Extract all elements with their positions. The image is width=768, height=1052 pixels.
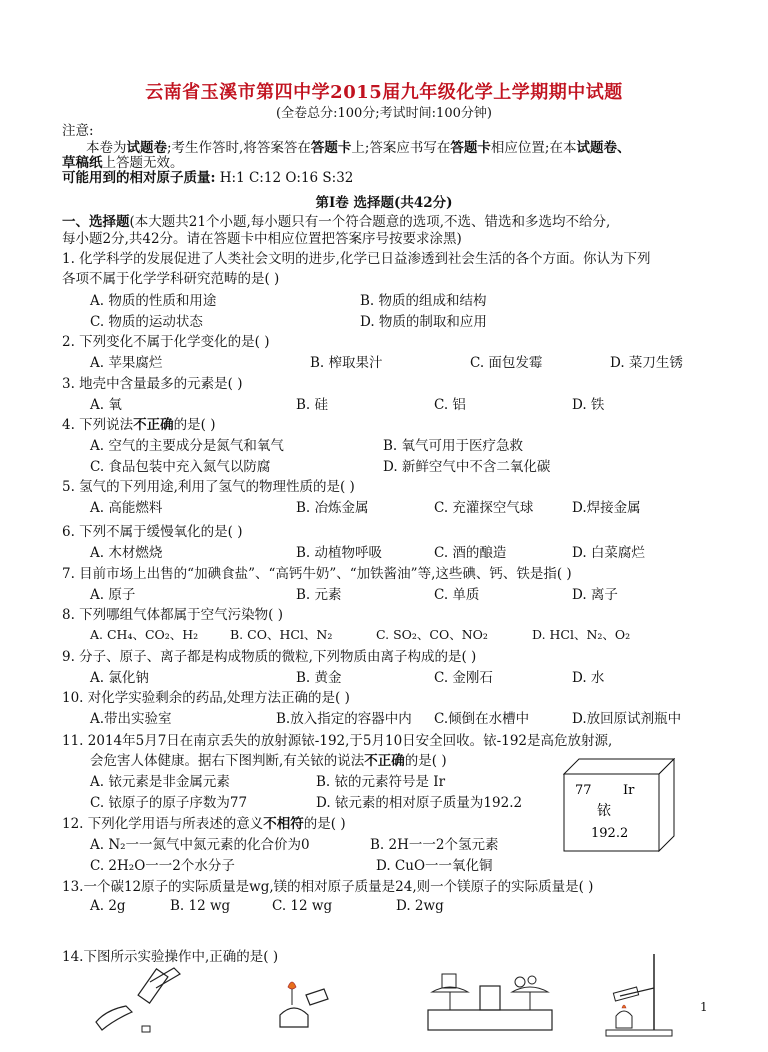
option: B. 黄金 — [296, 670, 342, 686]
notice-text: 相应位置;在本 — [490, 140, 577, 156]
option: D. 铁 — [572, 397, 605, 413]
part-desc: (本大题共21个小题,每小题只有一个符合题意的选项,不选、错选和多选均不给分, — [129, 214, 611, 230]
iron-stand-figure — [600, 950, 680, 1040]
option: B.放入指定的容器中内 — [276, 711, 412, 727]
element-mass: 192.2 — [591, 826, 629, 841]
question-13: 13.一个碳12原子的实际质量是wg,镁的相对原子质量是24,则一个镁原子的实际质量是( ) — [62, 879, 594, 895]
notice-bold: 试题卷、 — [576, 140, 631, 156]
option: D.放回原试剂瓶中 — [572, 711, 682, 727]
part-desc-line-2: 每小题2分,共42分。请在答题卡中相应位置把答案序号按要求涂黑) — [62, 231, 462, 247]
atomic-mass-label: 可能用到的相对原子质量: — [62, 170, 216, 186]
option: A. 高能燃料 — [90, 500, 163, 516]
option: C. 酒的酿造 — [434, 545, 507, 561]
option: C. 2H₂O一一2个水分子 — [90, 858, 235, 874]
option: B. 元素 — [296, 587, 342, 603]
question-10: 10. 对化学实验剩余的药品,处理方法正确的是( ) — [62, 690, 350, 706]
option: A. N₂一一氮气中氮元素的化合价为0 — [90, 837, 310, 853]
option: B. 氧气可用于医疗急救 — [383, 438, 524, 454]
option: A. 物质的性质和用途 — [90, 293, 217, 309]
test-tube-pour-figure — [86, 962, 206, 1038]
question-8: 8. 下列哪组气体都属于空气污染物( ) — [62, 607, 283, 623]
option: D. 物质的制取和应用 — [360, 314, 487, 330]
question-2: 2. 下列变化不属于化学变化的是( ) — [62, 334, 270, 350]
question-1-line-1: 1. 化学科学的发展促进了人类社会文明的进步,化学已日益渗透到社会生活的各个方面。你认为下列 — [62, 251, 651, 267]
question-text: 的是( ) — [404, 753, 447, 769]
option: A. 木材燃烧 — [90, 545, 163, 561]
question-11-line-2 — [90, 749, 447, 769]
page-title: 云南省玉溪市第四中学2015届九年级化学上学期期中试题 — [145, 82, 623, 103]
notice-bold: 答题卡 — [310, 140, 352, 156]
notice-text: 上答题无效。 — [102, 155, 184, 171]
question-bold: 不正确 — [364, 753, 405, 769]
question-text: 的是( ) — [173, 417, 216, 433]
option: A.带出实验室 — [90, 711, 172, 727]
option: D.焊接金属 — [572, 500, 641, 516]
option: A. 铱元素是非金属元素 — [90, 774, 230, 790]
element-number: 77 — [575, 783, 592, 798]
question-bold: 不正确 — [133, 417, 174, 433]
option: A. 苹果腐烂 — [90, 355, 163, 371]
option: D. 菜刀生锈 — [610, 355, 683, 371]
option: C. 铱原子的原子序数为77 — [90, 795, 248, 811]
option: B. 12 wg — [170, 898, 231, 914]
notice-bold: 草稿纸 — [62, 155, 103, 171]
iridium-element-card — [563, 758, 675, 852]
option: C. 食品包装中充入氮气以防腐 — [90, 459, 271, 475]
option: C. 面包发霉 — [470, 355, 543, 371]
option: D. 白菜腐烂 — [572, 545, 645, 561]
option: B. 2H一一2个氢元素 — [370, 837, 499, 853]
notice-text: ;考生作答时,将答案答在 — [167, 140, 311, 156]
option: B. 动植物呼吸 — [296, 545, 383, 561]
question-bold: 不相符 — [263, 816, 304, 832]
section-title: 第I卷 选择题(共42分) — [315, 195, 453, 211]
option: D. CuO一一氧化铜 — [376, 858, 493, 874]
option: A. 氯化钠 — [90, 670, 149, 686]
exam-subtitle: (全卷总分:100分;考试时间:100分钟) — [276, 106, 492, 121]
question-4 — [62, 413, 216, 433]
atomic-mass-values: H:1 C:12 O:16 S:32 — [219, 170, 354, 186]
option: C. 物质的运动状态 — [90, 314, 203, 330]
question-12 — [62, 812, 346, 832]
option: B. 铱的元素符号是 Ir — [316, 774, 446, 790]
element-name: 铱 — [597, 803, 611, 819]
balance-figure — [420, 962, 560, 1042]
option: B. 物质的组成和结构 — [360, 293, 487, 309]
option: C. 单质 — [434, 587, 480, 603]
option: D. 水 — [572, 670, 605, 686]
question-1-line-2: 各项不属于化学学科研究范畴的是( ) — [62, 271, 280, 287]
option: D. 离子 — [572, 587, 618, 603]
notice-text: 上;答案应书写在 — [351, 140, 451, 156]
option: A. 原子 — [90, 587, 136, 603]
option: C. SO₂、CO、NO₂ — [376, 627, 488, 642]
option: C.倾倒在水槽中 — [434, 711, 530, 727]
question-text: 的是( ) — [303, 816, 346, 832]
notice-bold: 答题卡 — [450, 140, 491, 156]
option: A. 空气的主要成分是氮气和氧气 — [90, 438, 284, 454]
notice-bold: 试题卷 — [126, 140, 167, 156]
option: A. 氧 — [90, 397, 122, 413]
notice-label: 注意: — [62, 123, 94, 139]
option: C. 铝 — [434, 397, 466, 413]
option: D. 2wg — [396, 898, 444, 914]
question-11-line-1: 11. 2014年5月7日在南京丢失的放射源铱-192,于5月10日安全回收。铱-192是高危放射源, — [62, 733, 613, 749]
question-6: 6. 下列不属于缓慢氧化的是( ) — [62, 524, 243, 540]
option: B. 冶炼金属 — [296, 500, 369, 516]
option: D. 新鲜空气中不含二氧化碳 — [383, 459, 551, 475]
question-text: 会危害人体健康。据右下图判断,有关铱的说法 — [90, 753, 365, 769]
question-7: 7. 目前市场上出售的“加碘食盐”、“高钙牛奶”、“加铁酱油”等,这些碘、钙、铁是指( ) — [62, 566, 572, 582]
option: B. 硅 — [296, 397, 329, 413]
question-5: 5. 氢气的下列用途,利用了氢气的物理性质的是( ) — [62, 479, 355, 495]
option: A. 2g — [90, 898, 126, 914]
option: C. 充灌探空气球 — [434, 500, 534, 516]
atomic-mass-line — [62, 166, 353, 186]
option: B. 榨取果汁 — [310, 355, 383, 371]
question-9: 9. 分子、原子、离子都是构成物质的微粒,下列物质由离子构成的是( ) — [62, 649, 477, 665]
question-text: 12. 下列化学用语与所表述的意义 — [62, 816, 264, 832]
page-number: 1 — [700, 1000, 708, 1014]
option: D. 铱元素的相对原子质量为192.2 — [316, 795, 523, 811]
question-3: 3. 地壳中含量最多的元素是( ) — [62, 376, 243, 392]
option: C. 12 wg — [272, 898, 333, 914]
option: B. CO、HCl、N₂ — [230, 627, 333, 642]
notice-text: 本卷为 — [86, 140, 127, 156]
option: D. HCl、N₂、O₂ — [532, 627, 631, 642]
option: C. 金刚石 — [434, 670, 493, 686]
element-symbol: Ir — [623, 783, 635, 798]
part-label: 一、选择题 — [62, 214, 130, 230]
alcohol-lamp-figure — [270, 975, 340, 1039]
question-text: 4. 下列说法 — [62, 417, 134, 433]
question-14: 14.下图所示实验操作中,正确的是( ) — [62, 949, 279, 965]
option: A. CH₄、CO₂、H₂ — [90, 627, 199, 642]
